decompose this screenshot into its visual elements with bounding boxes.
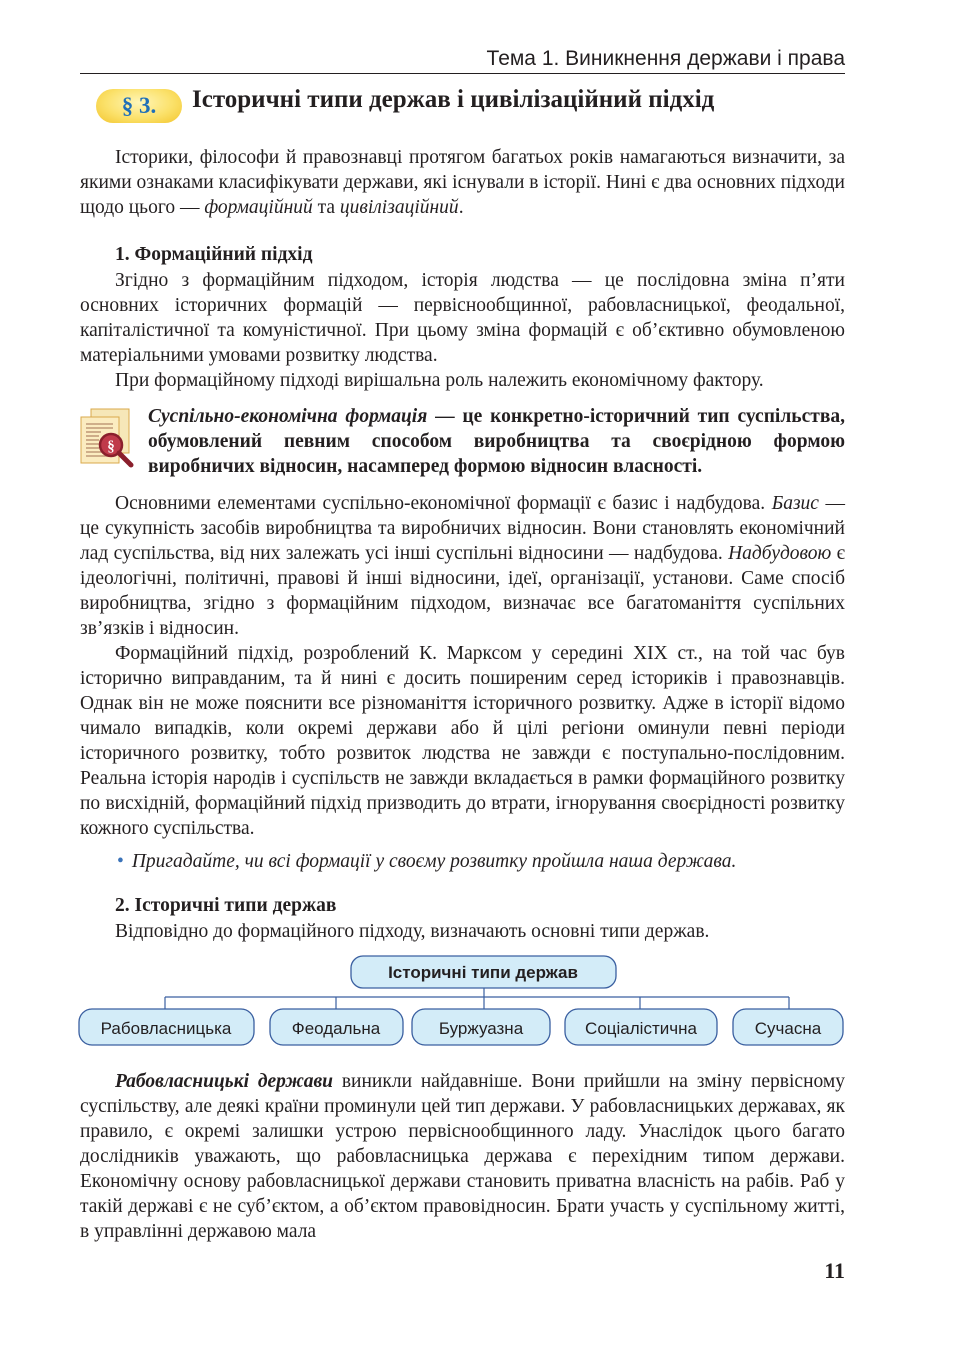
- section-title: Історичні типи держав і цивілізаційний підхід: [192, 86, 715, 113]
- part2-heading: 2. Історичні типи держав: [115, 895, 337, 916]
- part1-paragraph-2: При формаційному підході вирішальна роль належить економічному фактору.: [115, 370, 764, 391]
- running-header: Тема 1. Виникнення держави і права: [486, 47, 845, 70]
- diagram-node-socialist: [565, 1009, 717, 1045]
- svg-text:Сучасна: Сучасна: [754, 1019, 822, 1038]
- part1-body: [80, 268, 845, 393]
- term-superstructure: Надбудовою: [728, 543, 832, 564]
- reminder-text: Пригадайте, чи всі формації у своєму розвитку пройшла наша держава.: [131, 851, 737, 872]
- part1-heading: 1. Формаційний підхід: [115, 244, 313, 265]
- definition-text: — це конкретно-історичний тип суспільства, обумовлений певним способом виробництва та своєрідною формою виробничих відносин, насамперед формою відносин власності.: [148, 406, 845, 477]
- header-rule: [80, 73, 845, 74]
- svg-text:Буржуазна: Буржуазна: [438, 1019, 524, 1038]
- svg-text:Історичні типи держав: Історичні типи держав: [388, 963, 578, 982]
- diagram-node-modern: [733, 1009, 843, 1045]
- definition-term: Суспільно-економічна формація: [148, 406, 428, 427]
- part1-paragraph-3: Основними елементами суспільно-економічної формації є базис і надбудова. Базис — це сукупність засобів виробництва та виробничих відносин. Вони становлять економічний лад суспільства, від них залежать усі інші суспільні відносини — надбудова. Надбудовою є ідеологічні, політичні, правові й інші відносини, ідеї, організації, установи. Саме спосіб виробництва, згідно з формаційним підходом, визначає все багатоманіття суспільних зв’язків і відносин.: [80, 493, 846, 639]
- svg-text:Соціалістична: Соціалістична: [585, 1019, 697, 1038]
- diagram-root-node: [351, 956, 616, 988]
- diagram-node-bourgeois: [412, 1009, 550, 1045]
- definition-box: [148, 404, 845, 479]
- term-slave-states: Рабовласницькі держави: [115, 1071, 334, 1092]
- svg-text:Рабовласницька: Рабовласницька: [100, 1019, 232, 1038]
- part2-intro: Відповідно до формаційного підходу, визначають основні типи держав.: [115, 921, 710, 942]
- bullet-icon: •: [117, 851, 124, 872]
- section-sign: §: [107, 439, 115, 455]
- diagram-node-slaveowning: [79, 1009, 254, 1045]
- section-number-badge: § 3.: [96, 89, 182, 123]
- reminder-bullet: [117, 851, 736, 873]
- part1-continued: [80, 491, 845, 841]
- diagram-node-feudal: [270, 1009, 403, 1045]
- term-basis: Базис: [771, 493, 819, 514]
- part2-paragraph-2: Рабовласницькі держави виникли найдавніше. Вони прийшли на зміну первісному суспільству, але деякі країни проминули цей тип держави. У рабовласницьких державах, як правило, є окремі залишки устрою первіснообщинного ладу. Унаслідок цього багато дослідників уважають, що рабовласницька держава є перехідним типом держави. Економічну основу рабовласницької держави становить приватна власність на рабів. Раб у такій державі є не суб’єктом, а об’єктом правовідносин. Брати участь у суспільному житті, в управлінні державою мала: [80, 1071, 845, 1242]
- term-formational: формаційний: [204, 197, 313, 218]
- part1-paragraph-4: Формаційний підхід, розроблений К. Марксом у середині XIX ст., на той час був історично виправданим, та й нині є досить поширеним серед істориків і правознавців. Однак він не може пояснити все різноманіття історичного розвитку. Адже в історії відомо чимало випадків, коли окремі держави або й цілі регіони оминули певні періоди історичного розвитку, тобто розвиток людства не завжди є поступально-послідовним. Реальна історія народів і суспільств не завжди вкладається в рамки формаційного розвитку по висхідній, формаційний підхід призводить до втрати, ігнорування своєрідності розвитку кожного суспільства.: [80, 643, 845, 839]
- term-civilizational: цивілізаційний: [339, 197, 459, 218]
- document-magnifier-icon: [79, 407, 137, 469]
- intro-paragraph: Історики, філософи й правознавці протягом багатьох років намагаються визначити, за якими ознаками класифікувати держави, які існували в історії. Нині є два основних підходи щодо цього — формаційний та цивілізаційний.: [80, 147, 845, 218]
- page-number: 11: [824, 1258, 845, 1283]
- svg-text:Феодальна: Феодальна: [291, 1019, 381, 1038]
- part1-paragraph-1: Згідно з формаційним підходом, історія людства — це послідовна зміна п’яти основних історичних формацій — первіснообщинної, рабовласницької, феодальної, капіталістичної та комуністичної. При цьому зміна формацій є об’єктивно обумовленою матеріальними умовами розвитку людства.: [80, 270, 845, 366]
- state-types-diagram: [78, 953, 846, 1048]
- part2-continued: [80, 1069, 845, 1244]
